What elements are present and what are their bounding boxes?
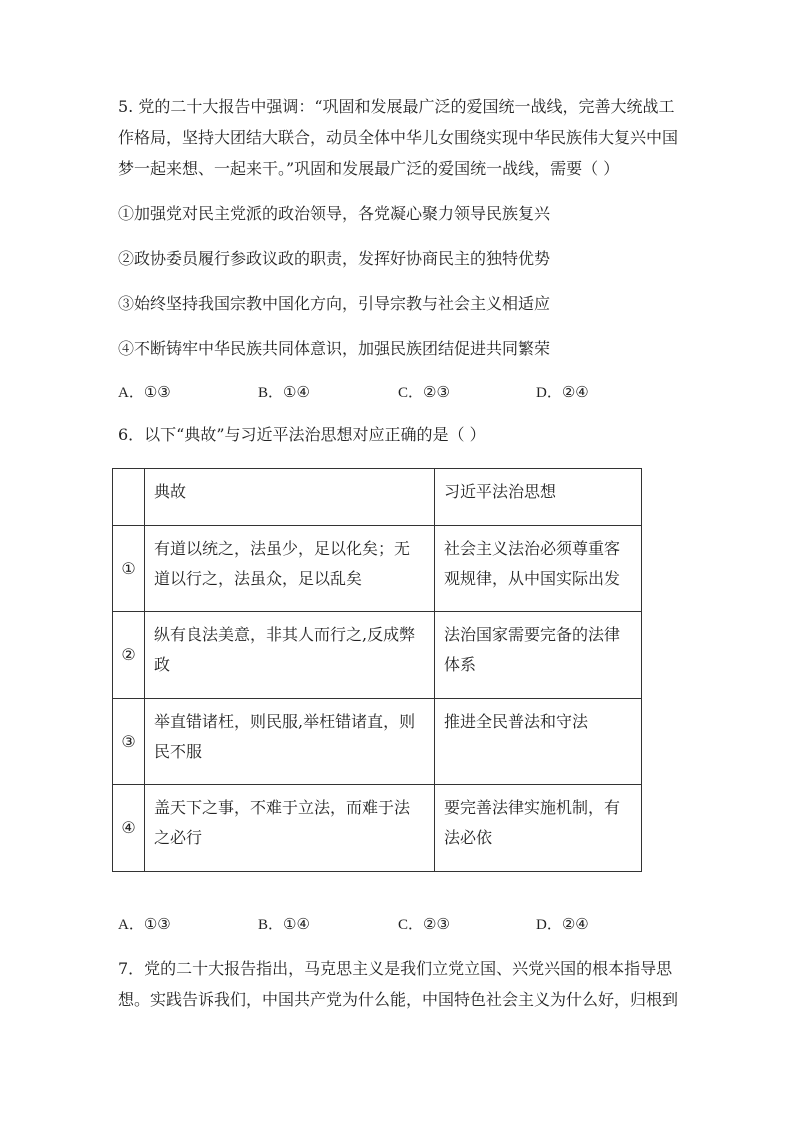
option-d[interactable]: D．②④ <box>536 383 589 401</box>
table-row <box>113 612 642 699</box>
thought-cell: 要完善法律实施机制，有法必依 <box>435 785 642 872</box>
question-5-item-4: ④不断铸牢中华民族共同体意识，加强民族团结促进共同繁荣 <box>118 339 551 358</box>
option-c[interactable]: C．②③ <box>398 915 450 933</box>
header-cell-index <box>113 469 145 526</box>
table-row <box>113 526 642 612</box>
allusion-cell: 有道以统之，法虽少，足以化矣；无道以行之，法虽众，足以乱矣 <box>145 526 435 612</box>
row-number: ② <box>113 612 145 699</box>
allusion-cell: 举直错诸枉，则民服,举枉错诸直，则民不服 <box>145 699 435 785</box>
table-header-row <box>113 469 642 526</box>
table-row <box>113 699 642 785</box>
option-a[interactable]: A．①③ <box>118 915 171 933</box>
row-number: ① <box>113 526 145 612</box>
header-cell-allusion: 典故 <box>145 469 435 526</box>
question-5-item-3: ③始终坚持我国宗教中国化方向，引导宗教与社会主义相适应 <box>118 294 551 313</box>
option-b[interactable]: B．①④ <box>258 915 310 933</box>
question-6-stem: 6．以下“典故”与习近平法治思想对应正确的是（ ） <box>118 425 486 444</box>
question-5-item-2: ②政协委员履行参政议政的职责，发挥好协商民主的独特优势 <box>118 249 551 268</box>
question-5-stem: 5. 党的二十大报告中强调：“巩固和发展最广泛的爱国统一战线，完善大统战工作格局，坚持大团结大联合，动员全体中华儿女围绕实现中华民族伟大复兴中国梦一起来想、一起来干。”巩固和发展最广泛的爱国统一战线，需要（ ） <box>118 97 679 178</box>
allusion-cell: 盖天下之事，不难于立法，而难于法之必行 <box>145 785 435 872</box>
option-a[interactable]: A．①③ <box>118 383 171 401</box>
row-number: ④ <box>113 785 145 872</box>
thought-cell: 法治国家需要完备的法律体系 <box>435 612 642 699</box>
row-number: ③ <box>113 699 145 785</box>
option-b[interactable]: B．①④ <box>258 383 310 401</box>
question-7-stem: 7．党的二十大报告指出，马克思主义是我们立党立国、兴党兴国的根本指导思想。实践告诉我们，中国共产党为什么能，中国特色社会主义为什么好，归根到 <box>118 959 679 1009</box>
thought-cell: 推进全民普法和守法 <box>435 699 642 785</box>
thought-cell: 社会主义法治必须尊重客观规律，从中国实际出发 <box>435 526 642 612</box>
option-c[interactable]: C．②③ <box>398 383 450 401</box>
option-d[interactable]: D．②④ <box>536 915 589 933</box>
header-cell-thought: 习近平法治思想 <box>435 469 642 526</box>
allusion-cell: 纵有良法美意，非其人而行之,反成弊政 <box>145 612 435 699</box>
table-row <box>113 785 642 872</box>
allusion-table <box>112 468 642 872</box>
question-5-item-1: ①加强党对民主党派的政治领导，各党凝心聚力领导民族复兴 <box>118 204 551 223</box>
